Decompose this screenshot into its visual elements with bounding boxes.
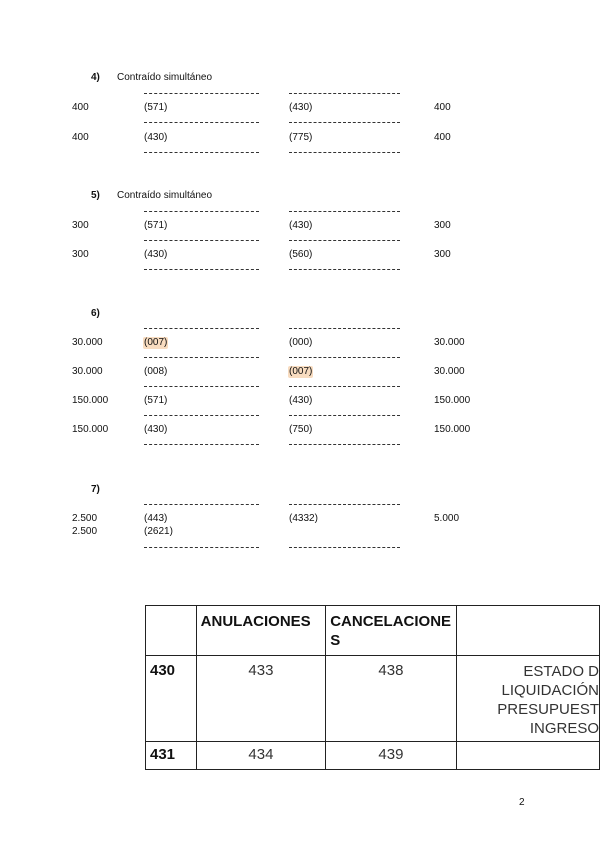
credit-account: (750) <box>289 424 313 435</box>
divider <box>144 93 259 94</box>
left-amount: 400 <box>72 102 89 113</box>
left-amount: 2.500 <box>72 513 98 524</box>
divider <box>289 415 400 416</box>
table-header-cell: CANCELACIONE S <box>326 606 456 656</box>
right-amount: 5.000 <box>434 513 460 524</box>
divider <box>289 357 400 358</box>
divider <box>144 547 259 548</box>
credit-account: (430) <box>289 220 313 231</box>
table-header-cell: ANULACIONES <box>196 606 326 656</box>
divider <box>144 240 259 241</box>
cancelaciones-value: 439 <box>326 742 456 770</box>
debit-account: (430) <box>144 424 168 435</box>
credit-account: (775) <box>289 132 313 143</box>
estado-line: PRESUPUEST <box>497 701 599 718</box>
divider <box>144 328 259 329</box>
debit-account: (443) <box>144 513 168 524</box>
table-header-cell <box>456 606 599 656</box>
divider <box>144 152 259 153</box>
left-amount: 400 <box>72 132 89 143</box>
table-row <box>146 656 600 742</box>
divider <box>289 504 400 505</box>
left-amount: 150.000 <box>72 424 109 435</box>
right-amount: 400 <box>434 132 451 143</box>
divider <box>144 504 259 505</box>
section-number: 7) <box>91 484 100 495</box>
estado-cell <box>456 656 599 742</box>
debit-account: (571) <box>144 395 168 406</box>
left-amount: 2.500 <box>72 526 98 537</box>
table-header-cell <box>146 606 197 656</box>
debit-account: (2621) <box>144 526 173 537</box>
divider <box>289 240 400 241</box>
divider <box>144 269 259 270</box>
divider <box>144 386 259 387</box>
right-amount: 30.000 <box>434 366 465 377</box>
divider <box>289 269 400 270</box>
credit-account-highlighted: (007) <box>289 366 313 377</box>
left-amount: 30.000 <box>72 337 103 348</box>
divider <box>144 122 259 123</box>
section-number: 4) <box>91 72 100 83</box>
credit-account: (560) <box>289 249 313 260</box>
credit-account: (4332) <box>289 513 318 524</box>
divider <box>144 444 259 445</box>
divider <box>289 328 400 329</box>
estado-cell <box>456 742 599 770</box>
divider <box>289 547 400 548</box>
left-amount: 300 <box>72 220 89 231</box>
section-number: 6) <box>91 308 100 319</box>
right-amount: 400 <box>434 102 451 113</box>
anulaciones-value: 433 <box>196 656 326 742</box>
estado-line: LIQUIDACIÓN <box>501 682 599 699</box>
right-amount: 150.000 <box>434 424 471 435</box>
divider <box>289 444 400 445</box>
right-amount: 300 <box>434 249 451 260</box>
right-amount: 150.000 <box>434 395 471 406</box>
divider <box>144 211 259 212</box>
left-amount: 30.000 <box>72 366 103 377</box>
section-title: Contraído simultáneo <box>117 72 213 83</box>
credit-account: (430) <box>289 395 313 406</box>
divider <box>289 152 400 153</box>
credit-account: (000) <box>289 337 313 348</box>
divider <box>144 357 259 358</box>
debit-account: (008) <box>144 366 168 377</box>
credit-account: (430) <box>289 102 313 113</box>
debit-account: (430) <box>144 249 168 260</box>
divider <box>289 122 400 123</box>
debit-account-highlighted: (007) <box>144 337 168 348</box>
anulaciones-value: 434 <box>196 742 326 770</box>
right-amount: 300 <box>434 220 451 231</box>
left-amount: 150.000 <box>72 395 109 406</box>
account-code: 430 <box>146 656 197 742</box>
accounts-table <box>145 605 600 770</box>
right-amount: 30.000 <box>434 337 465 348</box>
page-number: 2 <box>519 797 525 808</box>
estado-line: ESTADO D <box>523 663 599 680</box>
debit-account: (430) <box>144 132 168 143</box>
cancelaciones-value: 438 <box>326 656 456 742</box>
divider <box>289 93 400 94</box>
debit-account: (571) <box>144 102 168 113</box>
section-number: 5) <box>91 190 100 201</box>
divider <box>144 415 259 416</box>
table-row <box>146 742 600 770</box>
estado-line: INGRESO <box>529 720 599 737</box>
table-header-row <box>146 606 600 656</box>
left-amount: 300 <box>72 249 89 260</box>
account-code: 431 <box>146 742 197 770</box>
divider <box>289 386 400 387</box>
divider <box>289 211 400 212</box>
section-title: Contraído simultáneo <box>117 190 213 201</box>
debit-account: (571) <box>144 220 168 231</box>
